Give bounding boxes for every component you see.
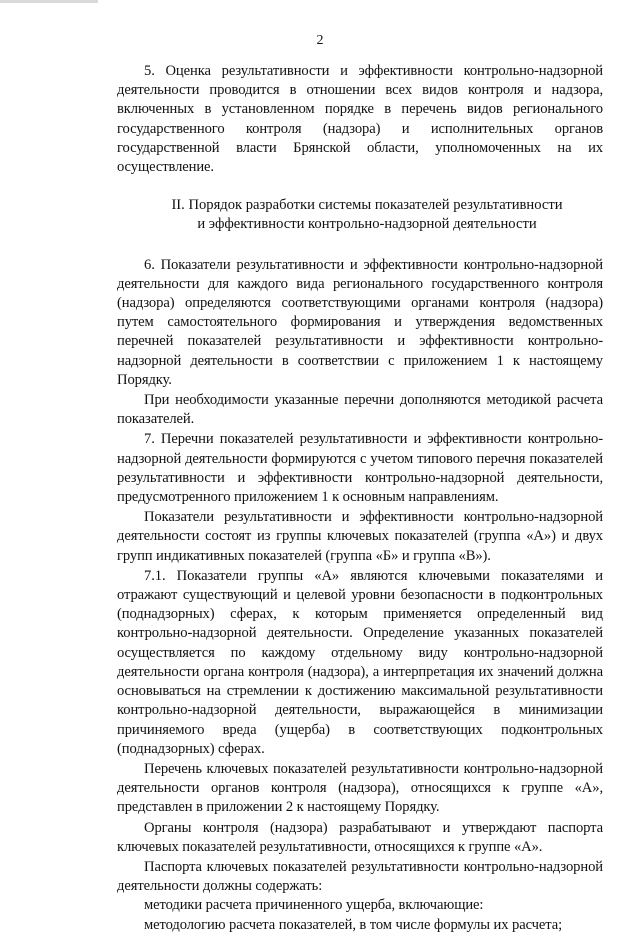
paragraph-7-groups: Показатели результативности и эффективности контрольно-надзорной деятельности состоят из группы ключевых показателей (группа «А») и двух групп индикативных показателей (группа «Б» и группа «В»). — [117, 509, 603, 564]
scan-edge-mark — [0, 0, 98, 3]
paragraph-7-1-list: Перечень ключевых показателей результативности контрольно-надзорной деятельности органов контроля (надзора), относящихся к группе «А», представлен в приложении 2 к настоящему Порядку. — [117, 760, 603, 816]
paragraph-7: 7. Перечни показателей результативности и эффективности контрольно-надзорной деятельности формируются с учетом типового перечня показателей результативности и эффективности контрольно-надзорной деятельности, предусмотренного приложением 1 к основным направлениям. — [117, 431, 603, 506]
document-body — [117, 62, 603, 935]
paragraph-7-1-methodology: методологию расчета показателей, в том числе формулы их расчета; — [144, 916, 563, 933]
paragraph-6: 6. Показатели результативности и эффективности контрольно-надзорной деятельности для каждого вида регионального государственного контроля (надзора) определяются соответствующими органами контроля (надзора) путем самостоятельного формирования и утверждения ведомственных перечней показателей результативности и эффективности контрольно-надзорной деятельности в соответствии с приложением 1 к настоящему Порядку. — [117, 256, 603, 388]
paragraph-7-1: 7.1. Показатели группы «А» являются ключевыми показателями и отражают существующий и целевой уровни безопасности в подконтрольных (поднадзорных) сферах, к которым применяется определенный вид контрольно-надзорной деятельности. Определение указанных показателей осуществляется по каждому отдельному виду контрольно-надзорной деятельности органа контроля (надзора), а интерпретация их значений должна основываться на стремлении к достижению максимальной результативности контрольно-надзорной деятельности, выражающейся в минимизации причиняемого вреда (ущерба) в соответствующих подконтрольных (поднадзорных) сферах. — [117, 567, 603, 757]
section-heading-line-1: II. Порядок разработки системы показателей результативности — [171, 197, 563, 214]
paragraph-7-1-methods: методики расчета причиненного ущерба, включающие: — [144, 897, 484, 914]
paragraph-6-note: При необходимости указанные перечни дополняются методикой расчета показателей. — [117, 392, 603, 428]
paragraph-7-1-contents: Паспорта ключевых показателей результативности контрольно-надзорной деятельности должны содержать: — [117, 858, 603, 895]
section-heading — [117, 196, 603, 234]
section-heading-line-2: и эффективности контрольно-надзорной деятельности — [197, 216, 537, 233]
paragraph-7-1-passports: Органы контроля (надзора) разрабатывают и утверждают паспорта ключевых показателей результативности, относящихся к группе «А». — [117, 819, 603, 855]
paragraph-5: 5. Оценка результативности и эффективности контрольно-надзорной деятельности проводится в отношении всех видов контроля и надзора, включенных в установленном порядке в перечень видов регионального государственного контроля (надзора) и исполнительных органов государственной власти Брянской области, уполномоченных на их осуществление. — [117, 63, 603, 176]
page-number: 2 — [316, 33, 324, 48]
